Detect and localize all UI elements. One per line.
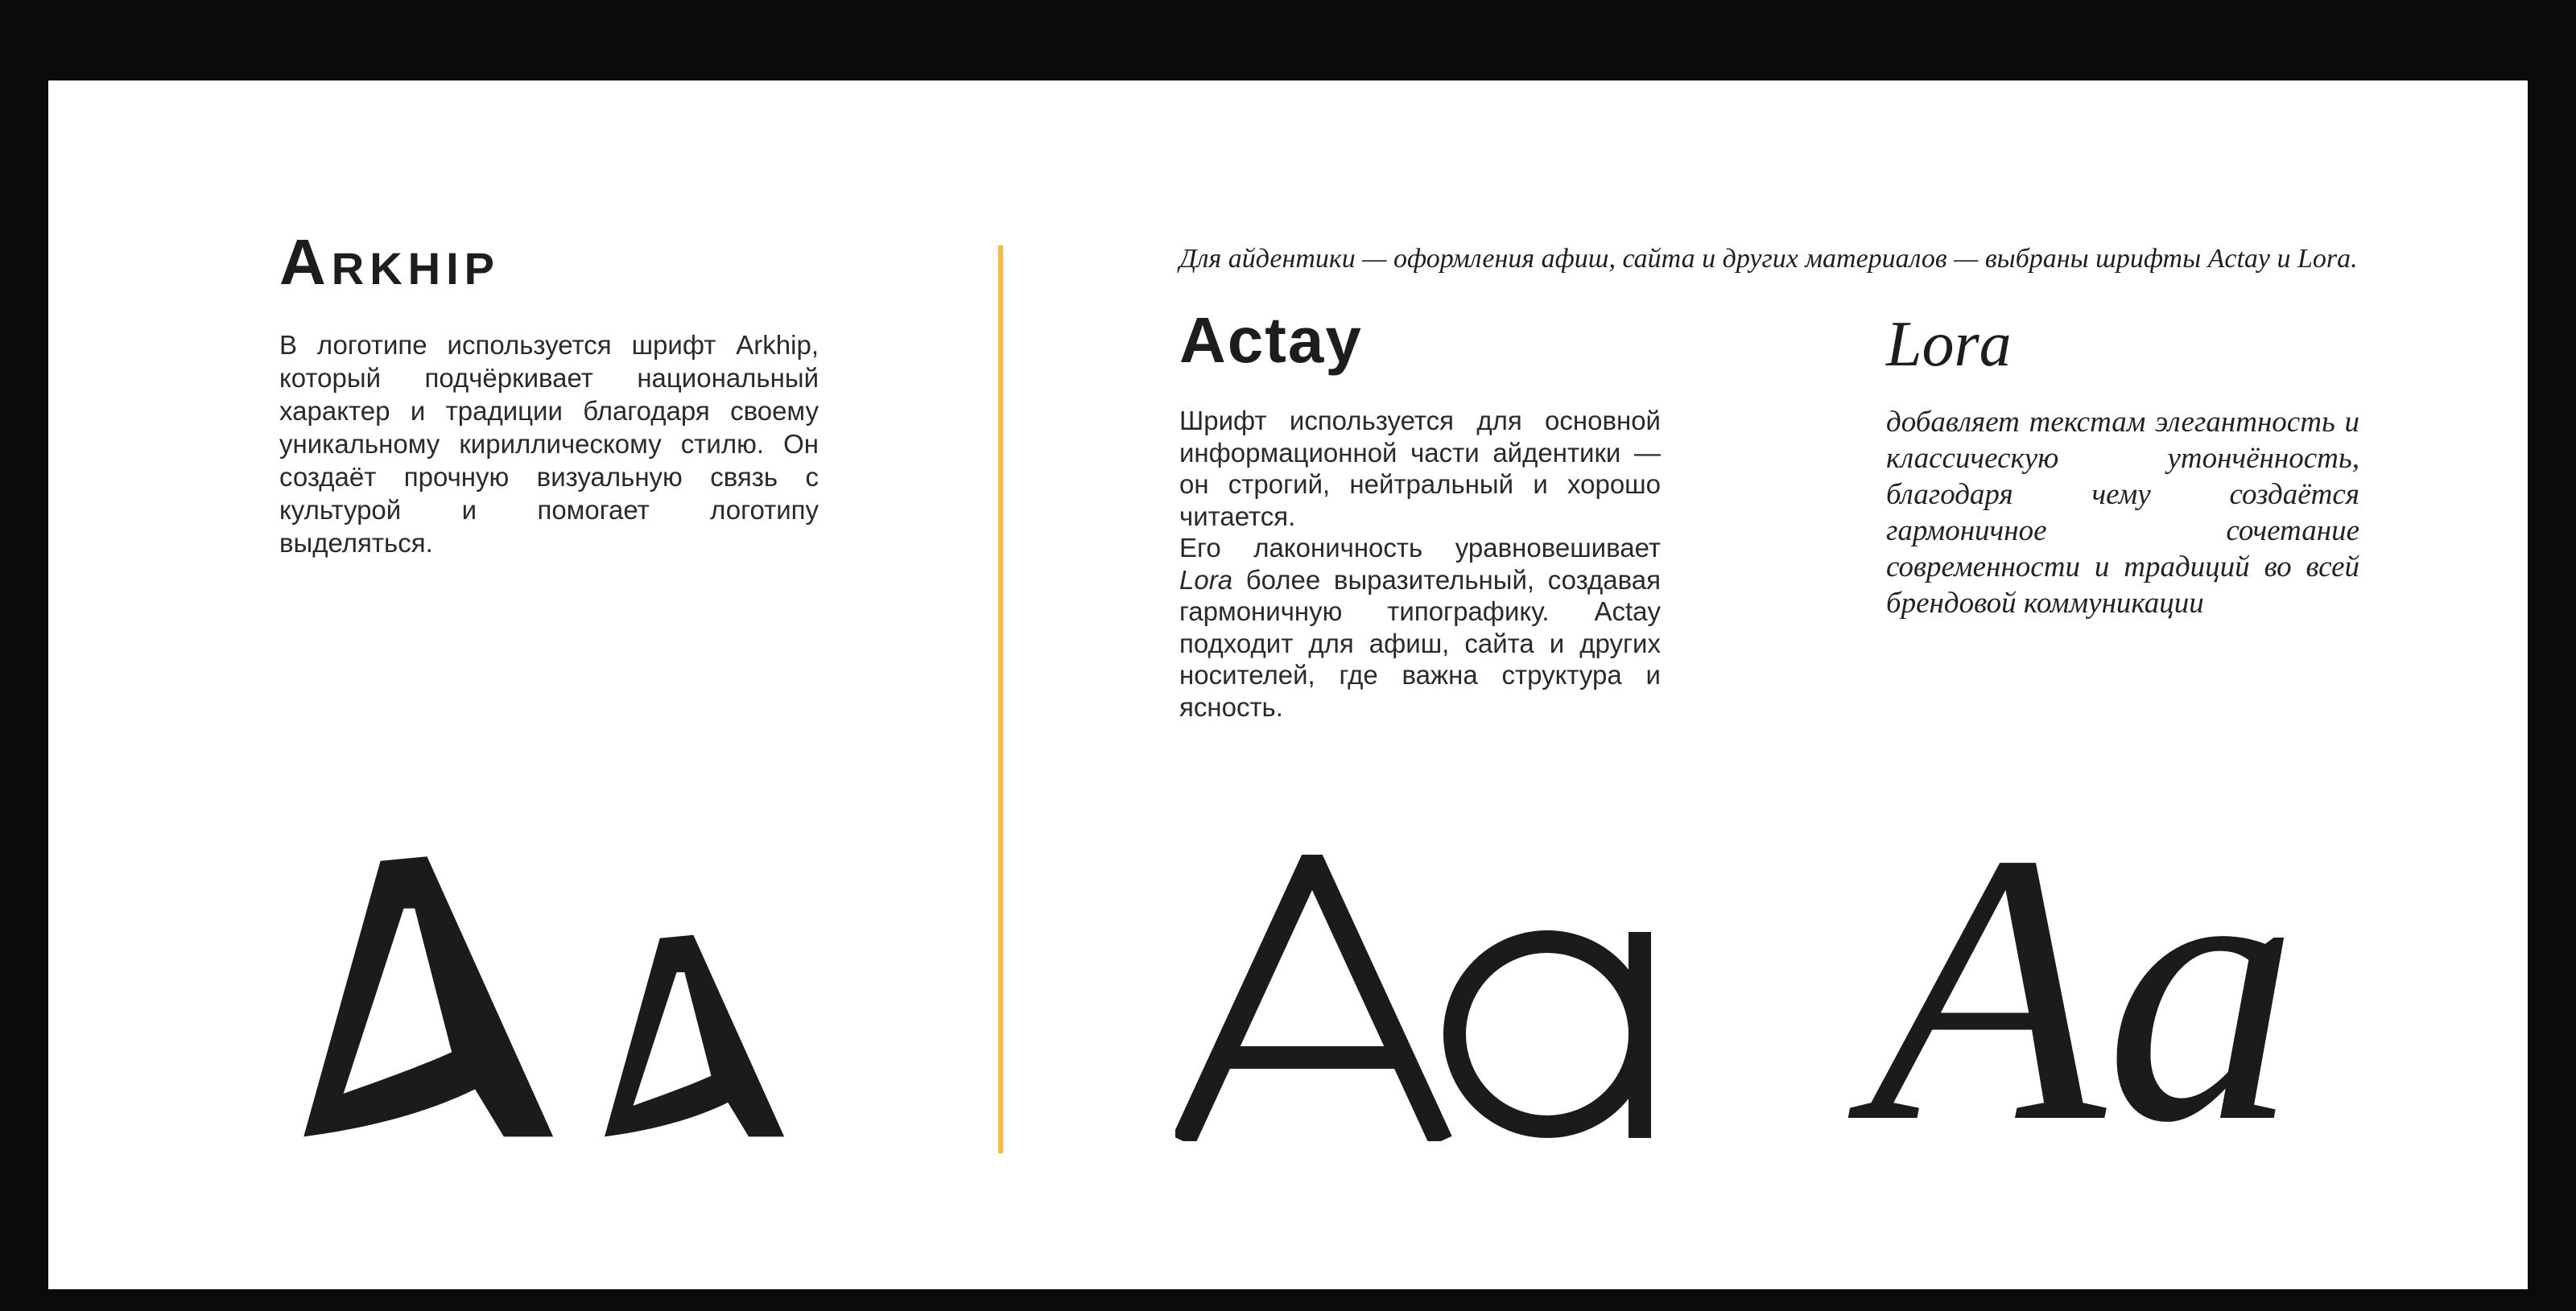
- arkhip-description-text: В логотипе используется шрифт Arkhip, который подчёркивает национальный характер и традиции благодаря своему уникальному кириллическому стилю. Он создаёт прочную визуальную связь с культурой и помогает логотипу выделяться.: [279, 330, 819, 558]
- lora-word-italic: Lora: [1179, 564, 1233, 595]
- actay-small-a-bowl: [1455, 942, 1640, 1127]
- arkhip-font-title: Arkhip: [279, 226, 501, 298]
- actay-aa-specimen: [1175, 855, 1658, 1141]
- arkhip-capital-a-glyph: [303, 856, 553, 1136]
- lora-aa-specimen: Aa: [1869, 773, 2299, 1202]
- vertical-divider-line: [998, 245, 1003, 1153]
- lora-description-text: добавляет текстам элегантность и классическую утончённость, благодаря чему создаётся гармоничное сочетание современности и традиций во всей брендовой коммуникации: [1886, 406, 2359, 620]
- lora-font-title: Lora: [1886, 309, 2012, 380]
- actay-description-paragraph-1: Шрифт используется для основной информационной части айдентики — он строгий, нейтральный и хорошо читается.: [1179, 406, 1661, 531]
- arkhip-aa-specimen: [282, 840, 789, 1140]
- identity-fonts-intro-text: Для айдентики — оформления афиш, сайта и других материалов — выбраны шрифты Actay и Lora.: [1179, 244, 2358, 274]
- actay-description-paragraph-2: [1179, 532, 1661, 723]
- actay-paragraph2-text-before: Его лаконичность уравновешивает: [1179, 533, 1661, 563]
- page-canvas: [48, 80, 2528, 1289]
- actay-paragraph2-text-after: более выразительный, создавая гармоничную типографику. Actay подходит для афиш, сайта и других носителей, где важна структура и ясность.: [1179, 564, 1661, 722]
- actay-capital-a-glyph: [1183, 861, 1441, 1141]
- arkhip-small-a-glyph: [605, 935, 784, 1137]
- actay-font-title: Actay: [1179, 304, 1363, 376]
- actay-description-block: [1179, 405, 1661, 723]
